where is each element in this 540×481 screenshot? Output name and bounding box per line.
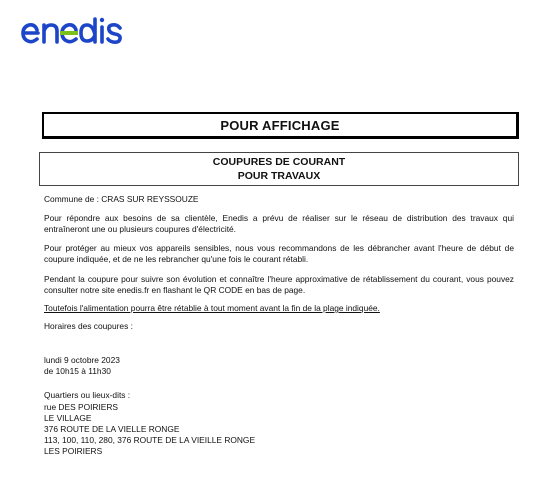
paragraph-tracking: Pendant la coupure pour suivre son évolution et connaître l'heure approximative de rétablissement du courant, vous pouvez consulter notre site enedis.fr en flashant le QR CODE en bas de page. [44,274,514,296]
places-label: Quartiers ou lieux-dits : [44,390,131,400]
notice-title-line1: COUPURES DE COURANT [212,156,346,168]
notice-title-line2: POUR TRAVAUX [237,170,321,182]
schedule-label: Horaires des coupures : [44,321,133,331]
warning-line [44,303,514,314]
notice-header [42,112,519,139]
warning-text: Toutefois l'alimentation pourra être rétablie à tout moment avant la fin de la plage indiquée. [44,303,380,313]
commune-line: Commune de : CRAS SUR REYSSOUZE [44,194,199,204]
paragraph-intro: Pour répondre aux besoins de sa clientèle, Enedis a prévu de réaliser sur le réseau de distribution des travaux qui entraîneront une ou plusieurs coupures d'électricité. [44,213,514,235]
place-item: rue DES POIRIERS [44,402,119,412]
place-item: LES POIRIERS [44,446,103,456]
schedule-date: lundi 9 octobre 2023 [44,355,120,365]
place-item: LE VILLAGE [44,413,92,423]
enedis-logo [20,10,140,52]
paragraph-advice: Pour protéger au mieux vos appareils sensibles, nous vous recommandons de les débrancher avant l'heure de début de coupure indiquée, et de ne les rebrancher qu'une fois le courant rétabli. [44,243,514,265]
schedule-time: de 10h15 à 11h30 [44,366,111,376]
notice-title-box [39,152,519,186]
notice-header-text: POUR AFFICHAGE [220,117,340,133]
place-item: 113, 100, 110, 280, 376 ROUTE DE LA VIEILLE RONGE [44,435,256,445]
place-item: 376 ROUTE DE LA VIELLE RONGE [44,424,180,434]
